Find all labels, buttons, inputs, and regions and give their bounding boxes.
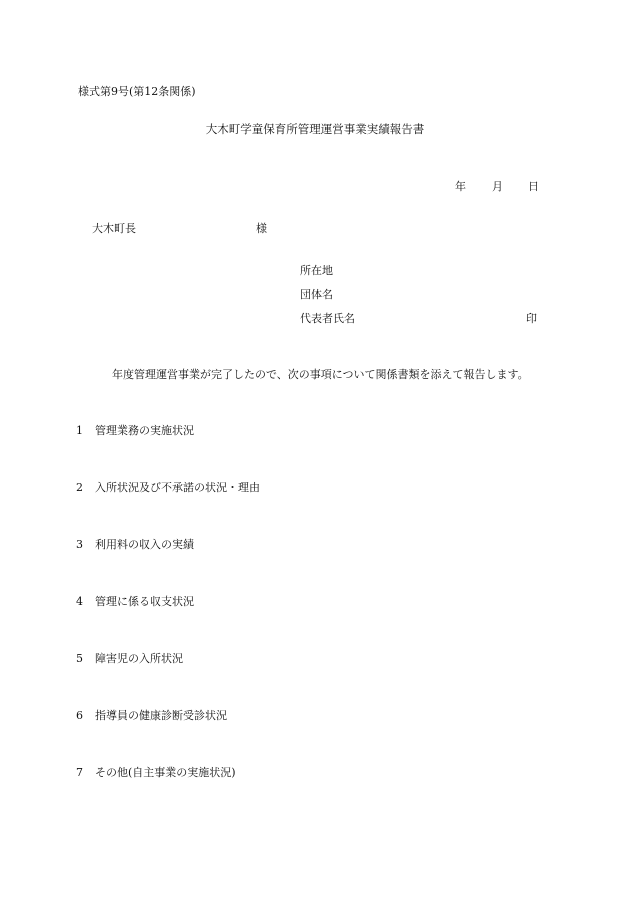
item-number: 3 (76, 538, 83, 551)
item-label: 利用料の収入の実績 (95, 538, 194, 551)
recipient-name: 大木町長 (92, 222, 136, 235)
recipient-honorific: 様 (256, 222, 267, 235)
date-month-label: 月 (492, 180, 503, 193)
item-number: 7 (76, 766, 83, 779)
report-statement: 年度管理運営事業が完了したので、次の事項について関係書類を添えて報告します。 (112, 368, 529, 381)
item-number: 1 (76, 424, 83, 437)
date-day-label: 日 (528, 180, 539, 193)
item-label: 指導員の健康診断受診状況 (95, 709, 227, 722)
seal-mark: 印 (526, 312, 537, 325)
address-label: 所在地 (300, 264, 333, 277)
item-label: 管理に係る収支状況 (95, 595, 194, 608)
item-number: 4 (76, 595, 83, 608)
item-label: 入所状況及び不承諾の状況・理由 (95, 481, 260, 494)
date-year-label: 年 (455, 180, 466, 193)
document-title: 大木町学童保育所管理運営事業実績報告書 (205, 122, 425, 136)
organization-label: 団体名 (300, 288, 333, 301)
item-label: 管理業務の実施状況 (95, 424, 194, 437)
representative-label: 代表者氏名 (300, 312, 355, 325)
item-number: 6 (76, 709, 83, 722)
item-label: 障害児の入所状況 (95, 652, 183, 665)
form-number: 様式第9号(第12条関係) (78, 85, 196, 98)
item-number: 2 (76, 481, 83, 494)
item-number: 5 (76, 652, 83, 665)
item-label: その他(自主事業の実施状況) (95, 766, 236, 779)
